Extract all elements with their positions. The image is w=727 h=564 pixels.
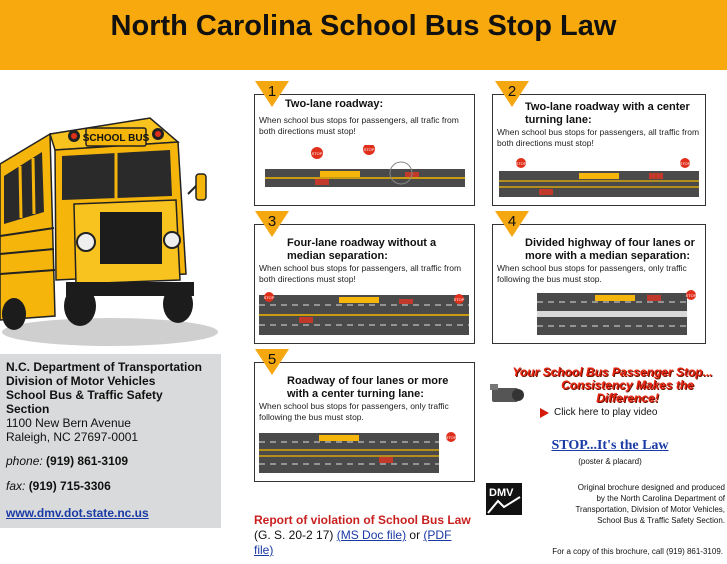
or-text: or [409, 528, 421, 542]
promo-line-1: Your School Bus Passenger Stop... [512, 365, 713, 379]
panel-title: Four-lane roadway without a median separation: [287, 237, 437, 262]
org-line-2: Division of Motor Vehicles [6, 374, 156, 388]
stop-sign-text: STOP [263, 295, 275, 300]
promo-line-3: Difference! [596, 391, 659, 405]
panel-two-lane-roadway [254, 83, 475, 206]
credit-line-1: Original brochure designed and produced [577, 483, 725, 492]
org-line-1: N.C. Department of Transportation [6, 360, 203, 374]
school-bus-image [0, 84, 221, 354]
address-line-1: 1100 New Bern Avenue [6, 416, 131, 430]
statute-ref: (G. S. 20-2 17) [254, 528, 334, 542]
stop-law-link[interactable]: STOP...It's the Law [551, 438, 669, 453]
stop-sign-text: STOP [685, 293, 697, 298]
promo-title [500, 366, 725, 405]
org-line-3: School Bus & Traffic Safety [6, 388, 163, 402]
panel-title: Two-lane roadway with a center turning lane: [525, 101, 690, 126]
bus-sign-text: SCHOOL BUS [82, 133, 150, 144]
poster-note: (poster & placard) [578, 457, 642, 466]
panel-description: When school bus stops for passengers, only traffic following the bus must stop. [259, 401, 449, 422]
panel-title: Two-lane roadway: [285, 98, 384, 110]
panel-description: When school bus stops for passengers, all traffic from both directions must stop! [259, 263, 462, 284]
stop-sign-text: STOP [453, 297, 465, 302]
stop-sign-text: STOP [679, 161, 691, 166]
panel-two-lane-center-turning [492, 83, 706, 206]
play-video-link[interactable]: Click here to play video [554, 407, 658, 418]
panel-number: 4 [507, 213, 517, 230]
panel-number: 1 [267, 83, 277, 100]
stop-sign-text: STOP [363, 147, 375, 152]
video-camera-icon [488, 382, 532, 408]
phone-number: (919) 861-3109 [46, 454, 129, 468]
credit-line-4: School Bus & Traffic Safety Section. [597, 516, 725, 525]
page-title: North Carolina School Bus Stop Law [110, 10, 617, 42]
copy-note: For a copy of this brochure, call (919) 861-3109. [552, 547, 723, 556]
violation-text: Report of violation of School Bus Law [254, 513, 471, 527]
panel-title: Divided highway of four lanes or more with a median separation: [525, 237, 695, 262]
pdf-link[interactable]: (PDF file) [254, 528, 452, 557]
panel-number: 2 [507, 83, 517, 100]
panel-description: When school bus stops for passengers, only traffic following the bus must stop. [497, 263, 687, 284]
contact-info [6, 360, 218, 522]
violation-report [254, 513, 474, 558]
website-row [6, 504, 218, 522]
fax-row [6, 479, 218, 493]
panel-description: When school bus stops for passengers, all traffic from both directions must stop! [497, 127, 700, 148]
panel-divided-highway [492, 213, 706, 344]
panel-title: Roadway of four lanes or more with a center turning lane: [287, 375, 449, 400]
panel-number: 5 [267, 351, 277, 368]
fax-number: (919) 715-3306 [28, 479, 111, 493]
promo-line-2: Consistency Makes the [561, 378, 694, 392]
road-diagram [259, 289, 469, 341]
ms-doc-link[interactable]: (MS Doc file) [336, 528, 407, 542]
brochure-credit [525, 482, 725, 526]
dmv-logo-text: DMV [489, 487, 514, 499]
dmv-logo [486, 483, 522, 515]
play-arrow-icon [540, 408, 550, 418]
road-diagram [499, 157, 699, 203]
road-diagram [265, 145, 465, 197]
panel-number: 3 [267, 213, 277, 230]
phone-label: phone: [6, 454, 43, 468]
road-diagram [497, 287, 701, 339]
website-link[interactable]: www.dmv.dot.state.nc.us [6, 506, 149, 520]
school-bus-illustration [0, 84, 221, 354]
dmv-logo-graphic [486, 483, 522, 515]
address-line-2: Raleigh, NC 27697-0001 [6, 430, 139, 444]
panel-description: When school bus stops for passengers, all trafic from both directions must stop! [259, 115, 459, 136]
stop-sign-text: STOP [445, 435, 457, 440]
panel-four-lane-no-median [254, 213, 475, 344]
credit-line-3: Transportation, Division of Motor Vehicles, [575, 505, 725, 514]
fax-label: fax: [6, 479, 26, 493]
stop-sign-text: STOP [311, 151, 323, 156]
panel-four-lane-center-turning [254, 351, 475, 482]
stop-sign-text: STOP [515, 161, 527, 166]
phone-row [6, 454, 218, 468]
credit-line-2: by the North Carolina Department of [596, 494, 725, 503]
road-diagram [259, 427, 469, 477]
org-line-4: Section [6, 402, 50, 416]
